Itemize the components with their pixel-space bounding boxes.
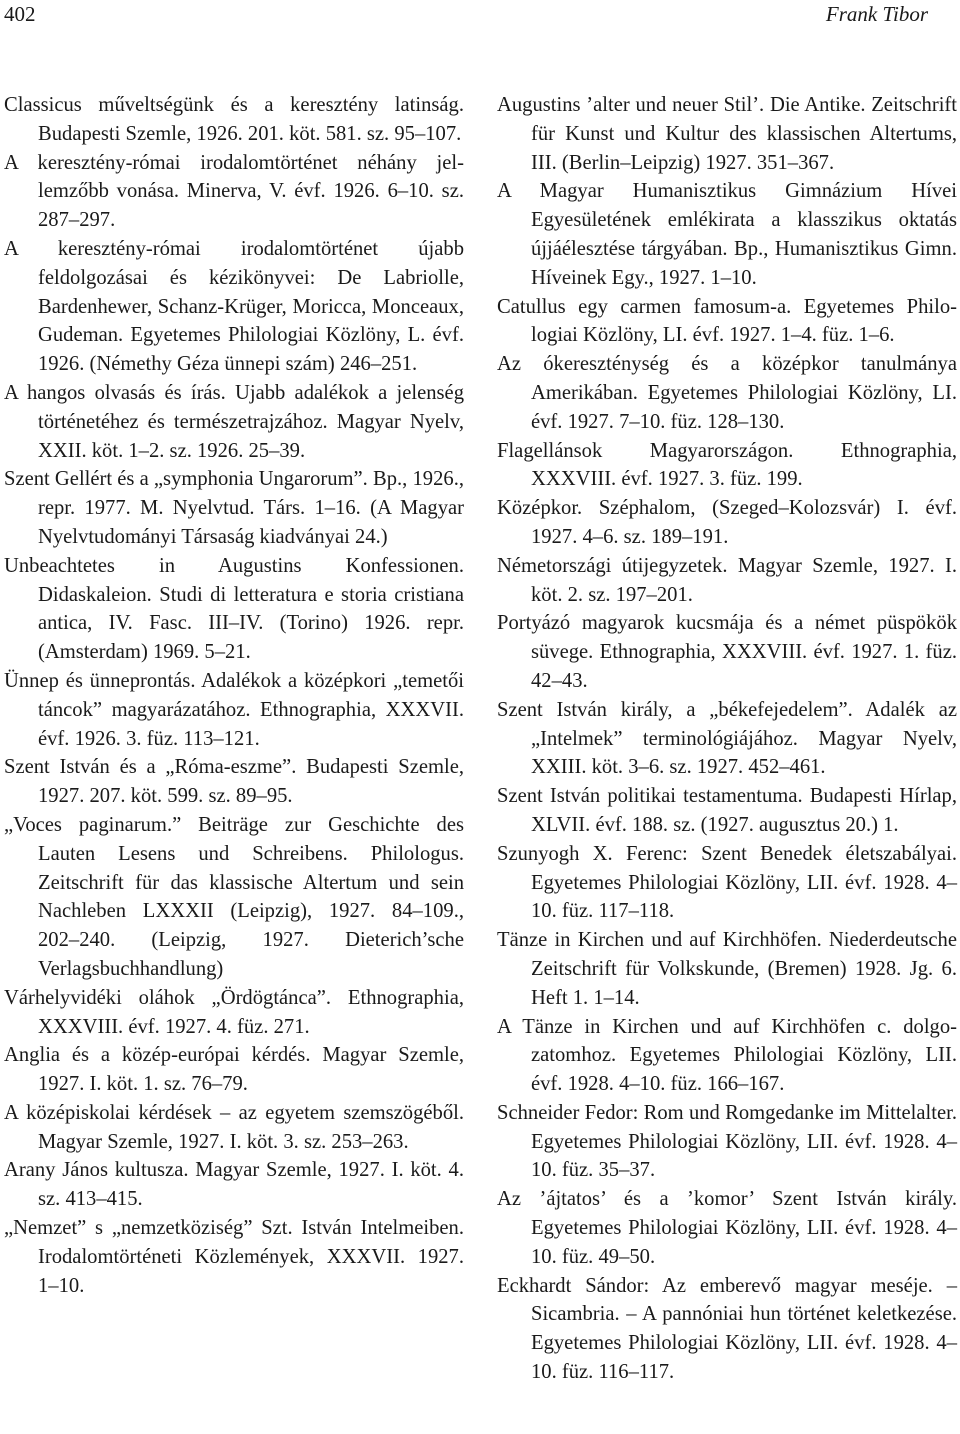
running-head-author: Frank Tibor [825, 2, 928, 26]
bibliography-entry: Várhelyvidéki oláhok „Ördögtánca”. Ethnographia, XXXVIII. évf. 1927. 4. füz. 271. [4, 986, 464, 1038]
bibliography-entry: A Tänze in Kirchen und auf Kirchhöfen c. dolgozatomhoz. Egyetemes Philologiai Közlöny, LII. évf. 1928. 4–10. füz. 166–167. [497, 1015, 957, 1096]
bibliography-entry: Szunyogh X. Ferenc: Szent Benedek életszabályai. Egyetemes Philologiai Közlöny, LII. évf. 1928. 4–10. füz. 117–118. [497, 842, 957, 923]
bibliography-entry: Középkor. Széphalom, (Szeged–Kolozsvár) I. évf. 1927. 4–6. sz. 189–191. [497, 497, 957, 548]
bibliography-left-column [4, 91, 464, 1300]
bibliography-entry: Szent Gellért és a „symphonia Ungarorum”. Bp., 1926., repr. 1977. M. Nyelvtud. Társ. 1–16. (A Magyar Nyelvtudományi Társaság kiadványai 24.) [4, 468, 464, 548]
bibliography-right-column [497, 91, 957, 1387]
bibliography-entry: A keresztény-római irodalomtörténet újabb feldolgozásai és kézikönyvei: De Labriolle, Bardenhewer, Schanz-Krüger, Moricca, Monceaux, Gudeman. Egyetemes Philologiai Közlöny, L. évf. 1926. (Némethy Géza ünnepi szám) 246–251. [4, 237, 464, 376]
bibliography-entry: „Voces paginarum.” Beiträge zur Geschichte des Lauten Lesens und Schreibens. Philologus. Zeitschrift für das klassische Altertum und sein Nachleben LXXXII (Leipzig), 1927. 84–109., 202–240. (Leipzig, 1927. Dieterich’sche Verlagsbuchhandlung) [4, 813, 464, 980]
bibliography-entry: Arany János kultusza. Magyar Szemle, 1927. I. köt. 4. sz. 413–415. [4, 1159, 464, 1211]
bibliography-entry: Szent István és a „Róma-eszme”. Budapesti Szemle, 1927. 207. köt. 599. sz. 89–95. [4, 756, 464, 808]
bibliography-entry: Szent István király, a „békefejedelem”. Adalék az „Intelmek” terminológiájához. Magyar Nyelv, XXIII. köt. 3–6. sz. 1927. 452–461. [497, 698, 957, 779]
bibliography-entry: Unbeachtetes in Augustins Konfessionen. Didaskaleion. Studi di letteratura e storia cristiana antica, IV. Fasc. III–IV. (Torino) 1926. repr. (Amsterdam) 1969. 5–21. [4, 554, 464, 664]
bibliography-entry: Ünnep és ünneprontás. Adalékok a középkori „temetői táncok” magyarázatához. Ethnographia, XXXVII. évf. 1926. 3. füz. 113–121. [4, 669, 464, 750]
bibliography-entry: A hangos olvasás és írás. Ujabb adalékok a jelenség történetéhez és természetrajzához. Magyar Nyelv, XXII. köt. 1–2. sz. 1926. 25–39. [4, 381, 464, 462]
bibliography-entry: Portyázó magyarok kucsmája és a német püspökök süvege. Ethnographia, XXXVIII. évf. 1927. 1. füz. 42–43. [497, 612, 957, 692]
bibliography-entry: A Magyar Humanisztikus Gimnázium Hívei Egyesületének emlékirata a klasszikus oktatás újjáélesztése tárgyában. Bp., Humanisztikus Gimn. Híveinek Egy., 1927. 1–10. [497, 180, 957, 289]
bibliography-entry: Eckhardt Sándor: Az emberevő magyar meséje. – Sicambria. – A pannóniai hun történet keletkezése. Egyetemes Philologiai Közlöny, LII. évf. 1928. 4–10. füz. 116–117. [497, 1274, 957, 1384]
bibliography-entry: Németországi útijegyzetek. Magyar Szemle, 1927. I. köt. 2. sz. 197–201. [497, 554, 957, 606]
bibliography-entry: Classicus műveltségünk és a keresztény latinság. Budapesti Szemle, 1926. 201. köt. 581. sz. 95–107. [4, 94, 464, 145]
bibliography-entry: Az ókereszténység és a középkor tanulmánya Amerikában. Egyetemes Philologiai Közlöny, LI. évf. 1927. 7–10. füz. 128–130. [497, 353, 957, 433]
bibliography-entry: Flagellánsok Magyarországon. Ethnographia, XXXVIII. évf. 1927. 3. füz. 199. [497, 439, 957, 491]
bibliography-entry: Schneider Fedor: Rom und Romgedanke im Mittelalter. Egyetemes Philologiai Közlöny, LII. évf. 1928. 4–10. füz. 35–37. [497, 1101, 957, 1182]
bibliography-entry: A középiskolai kérdések – az egyetem szemszögéből. Magyar Szemle, 1927. I. köt. 3. sz. 253–263. [4, 1101, 464, 1153]
bibliography-entry: Catullus egy carmen famosum-a. Egyetemes Philologiai Közlöny, LI. évf. 1927. 1–4. füz. 1–6. [497, 295, 957, 347]
bibliography-entry: Szent István politikai testamentuma. Budapesti Hírlap, XLVII. évf. 188. sz. (1927. augusztus 20.) 1. [497, 785, 957, 836]
bibliography-entry: Anglia és a közép-európai kérdés. Magyar Szemle, 1927. I. köt. 1. sz. 76–79. [4, 1044, 464, 1096]
bibliography-entry: Augustins ’alter und neuer Stil’. Die Antike. Zeitschrift für Kunst und Kultur des klassischen Altertums, III. (Berlin–Leipzig) 1927. 351–367. [497, 94, 957, 174]
bibliography-entry: Az ’ájtatos’ és a ’komor’ Szent István király. Egyetemes Philologiai Közlöny, LII. évf. 1928. 4–10. füz. 49–50. [497, 1188, 957, 1268]
bibliography-entry: Tänze in Kirchen und auf Kirchhöfen. Niederdeutsche Zeitschrift für Volkskunde, (Bremen) 1928. Jg. 6. Heft 1. 1–14. [497, 929, 957, 1009]
page-number: 402 [4, 2, 36, 26]
bibliography-entry: „Nemzet” s „nemzetköziség” Szt. István Intelmeiben. Irodalomtörténeti Közlemények, XXXVII. 1927. 1–10. [4, 1217, 464, 1297]
bibliography-entry: A keresztény-római irodalomtörténet néhány jellemzőbb vonása. Minerva, V. évf. 1926. 6–10. sz. 287–297. [4, 151, 464, 232]
